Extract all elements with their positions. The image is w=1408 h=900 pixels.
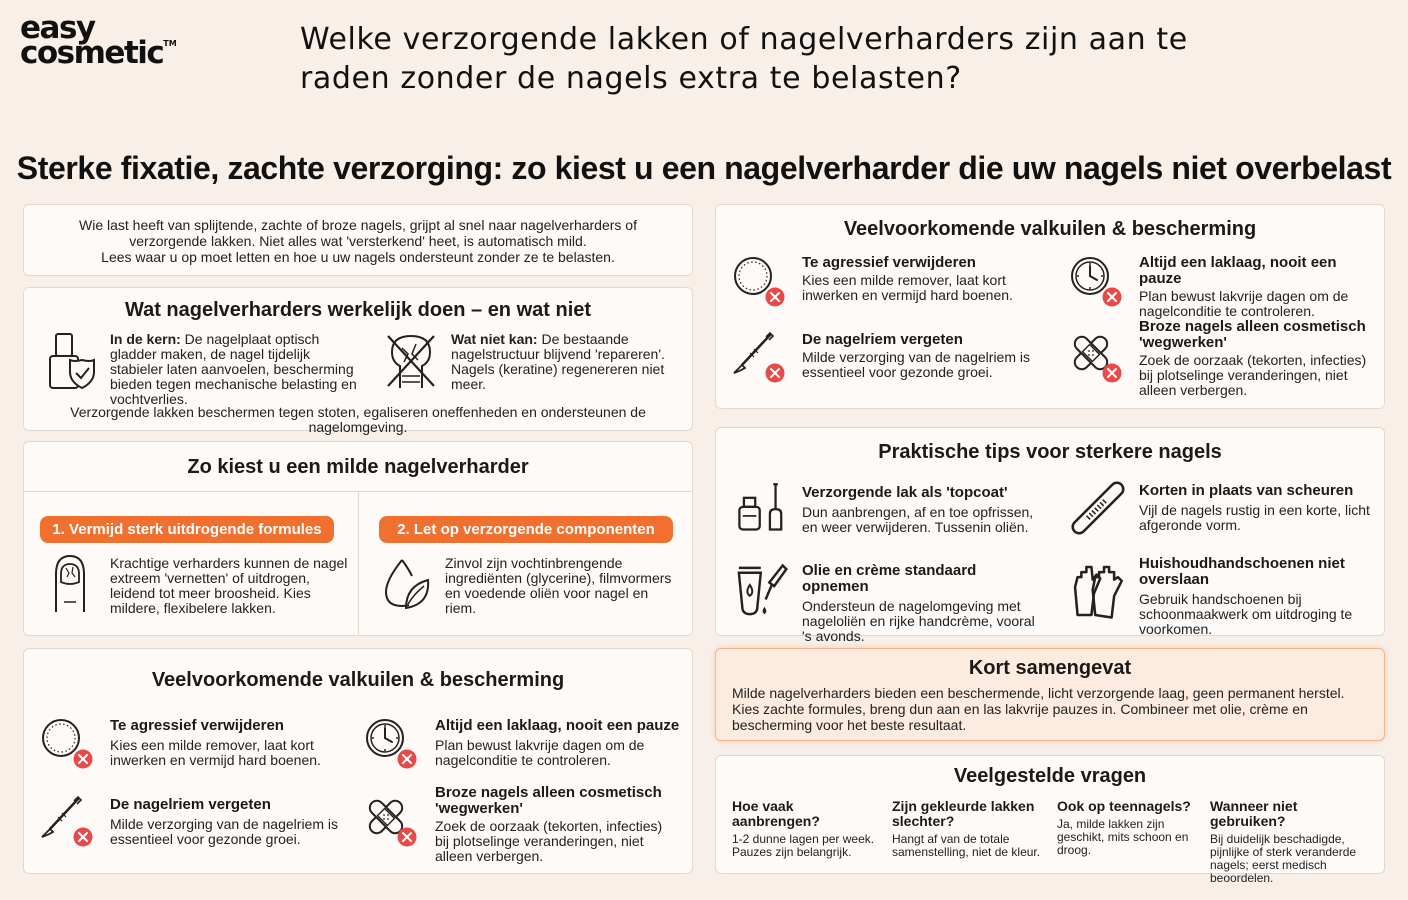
tip-title: Olie en crème standaard opnemen [802, 562, 977, 595]
nail-polish-icon [736, 480, 788, 536]
faq-answer: Hangt af van de totale samenstelling, niet de kleur. [892, 832, 1041, 859]
bandage-icon [1069, 331, 1123, 385]
finger-nail-icon [50, 552, 90, 614]
pitfalls-title-right: Veelvoorkomende valkuilen & bescherming [843, 218, 1257, 240]
water-leaf-icon [382, 556, 432, 612]
pitfall-text: Plan bewust lakvrije dagen om de nagelconditie te controleren. [1139, 288, 1349, 319]
pitfall-title: Broze nagels alleen cosmetisch 'wegwerken' [435, 784, 662, 817]
core-text: De nagelplaat optisch gladder maken, de nagel tijdelijk stabieler laten aanvoelen, bescherming bieden tegen mechanische belasting en vochtverlies. [110, 331, 357, 407]
nail-file-icon [1070, 480, 1126, 536]
what-they-do-footer: Verzorgende lakken beschermen tegen stoten, egaliseren oneffenheden en ondersteunen de nagelomgeving. [70, 404, 646, 435]
pitfall-text: Plan bewust lakvrije dagen om de nagelconditie te controleren. [435, 737, 645, 768]
clock-icon [1069, 255, 1123, 309]
brand-line2: cosmetic [20, 35, 164, 72]
summary-title: Kort samengevat [968, 657, 1132, 679]
bandage-icon [364, 795, 418, 849]
cotton-pad-icon [40, 717, 94, 771]
intro-line1: Wie last heeft van splijtende, zachte of broze nagels, grijpt al snel naar nagelverharders of [79, 217, 637, 233]
pitfalls-title-left: Veelvoorkomende valkuilen & bescherming [151, 669, 565, 691]
pitfall-text: Zoek de oorzaak (tekorten, infecties) bij plotselinge veranderingen, niet alleen verbergen. [435, 818, 663, 864]
step1-text: Krachtige verharders kunnen de nagel extreem 'vernetten' of uitdrogen, leidend tot meer broosheid. Kies mildere, flexibelere lakken. [110, 555, 348, 616]
pitfall-text: Milde verzorging van de nagelriem is essentieel voor gezonde groei. [110, 816, 338, 847]
tip-text: Vijl de nagels rustig in een korte, licht afgeronde vorm. [1139, 502, 1370, 533]
pitfall-text: Zoek de oorzaak (tekorten, infecties) bij plotselinge veranderingen, niet alleen verbergen. [1139, 352, 1367, 398]
cuticle-pusher-icon [40, 795, 94, 849]
cream-dropper-icon [734, 562, 790, 620]
summary-panel [715, 648, 1385, 741]
what-they-do-title: Wat nagelverharders werkelijk doen – en wat niet [124, 299, 592, 321]
nail-polish-shield-icon [44, 330, 96, 392]
tip-text: Gebruik handschoenen bij schoonmaakwerk om uitdroging te voorkomen. [1139, 591, 1353, 637]
pitfall-text: Kies een milde remover, laat kort inwerken en vermijd hard boenen. [110, 737, 321, 768]
tip-title: Huishoudhandschoenen niet overslaan [1139, 555, 1345, 588]
faq-answer: Bij duidelijk beschadigde, pijnlijke of sterk veranderde nagels; eerst medisch beoordelen. [1210, 832, 1357, 885]
faq-question: Wanneer niet gebruiken? [1210, 798, 1298, 829]
main-question: Welke verzorgende lakken of nagelverharders zijn aan te raden zonder de nagels extra te belasten? [300, 22, 1188, 96]
crossed-nail-icon [386, 332, 436, 390]
choose-panel [23, 441, 693, 636]
pitfall-text: Milde verzorging van de nagelriem is essentieel voor gezonde groei. [802, 349, 1030, 380]
choose-title: Zo kiest u een milde nagelverharder [187, 456, 529, 478]
clock-icon [364, 717, 418, 771]
pitfall-title: Altijd een laklaag, nooit een pauze [1139, 254, 1337, 287]
pitfall-title: Te agressief verwijderen [110, 717, 284, 734]
tips-panel [715, 427, 1385, 644]
what-they-do-panel [23, 287, 693, 435]
pitfalls-panel-left [23, 648, 693, 874]
faq-question: Ook op teennagels? [1057, 798, 1191, 814]
brand-line1: easy [20, 10, 95, 46]
faq-title: Veelgestelde vragen [953, 765, 1147, 787]
brand-logo [20, 10, 177, 72]
pitfalls-panel-right [715, 204, 1385, 409]
faq-panel [715, 755, 1385, 885]
pitfall-text: Kies een milde remover, laat kort inwerken en vermijd hard boenen. [802, 272, 1013, 303]
faq-question: Zijn gekleurde lakken slechter? [892, 798, 1035, 829]
step1-pill: 1. Vermijd sterk uitdrogende formules [40, 516, 334, 543]
pitfall-title: De nagelriem vergeten [110, 796, 271, 813]
pitfall-title: Te agressief verwijderen [802, 254, 976, 271]
faq-question: Hoe vaak aanbrengen? [732, 798, 820, 829]
pitfall-title: De nagelriem vergeten [802, 331, 963, 348]
faq-answer: 1-2 dunne lagen per week. Pauzes zijn belangrijk. [732, 832, 875, 859]
cuticle-pusher-icon [732, 331, 786, 385]
cannot-text: De bestaande nagelstructuur blijvend 'repareren'. Nagels (keratine) regenereren niet meer. [451, 331, 665, 392]
intro-line3: Lees waar u op moet letten en hoe u uw nagels ondersteunt zonder ze te belasten. [101, 249, 615, 265]
step2-text: Zinvol zijn vochtinbrengende ingrediënten (glycerine), filmvormers en voedende oliën voor nagel en riem. [445, 555, 672, 616]
tip-title: Korten in plaats van scheuren [1139, 482, 1354, 499]
cannot-label: Wat niet kan: [451, 331, 538, 347]
gloves-icon [1070, 562, 1128, 620]
step2-pill: 2. Let op verzorgende componenten [379, 516, 673, 543]
tip-text: Dun aanbrengen, af en toe opfrissen, en weer verwijderen. Tussenin oliën. [802, 504, 1034, 535]
faq-answer: Ja, milde lakken zijn geschikt, mits schoon en droog. [1057, 817, 1189, 857]
intro-panel [23, 204, 693, 276]
pitfall-title: Altijd een laklaag, nooit een pauze [435, 717, 680, 734]
intro-line2: verzorgende lakken. Niet alles wat 'versterkend' heet, is automatisch mild. [129, 233, 587, 249]
summary-text: Milde nagelverharders bieden een beschermende, licht verzorgende laag, geen permanent herstel. Kies zachte formules, breng dun aan en las lakvrije pauzes in. Combineer met olie, crème en bescherming voor het beste resultaat. [732, 685, 1345, 733]
tip-title: Verzorgende lak als 'topcoat' [802, 484, 1008, 501]
pitfall-title: Broze nagels alleen cosmetisch 'wegwerken' [1139, 318, 1366, 351]
headline: Sterke fixatie, zachte verzorging: zo kiest u een nagelverharder die uw nagels niet overbelast [16, 150, 1392, 186]
tip-text: Ondersteun de nagelomgeving met nageloliën en rijke handcrème, vooral 's avonds. [802, 598, 1035, 644]
cotton-pad-icon [732, 255, 786, 309]
core-label: In de kern: [110, 331, 181, 347]
brand-trademark: TM [163, 39, 177, 49]
tips-title: Praktische tips voor sterkere nagels [878, 441, 1222, 463]
